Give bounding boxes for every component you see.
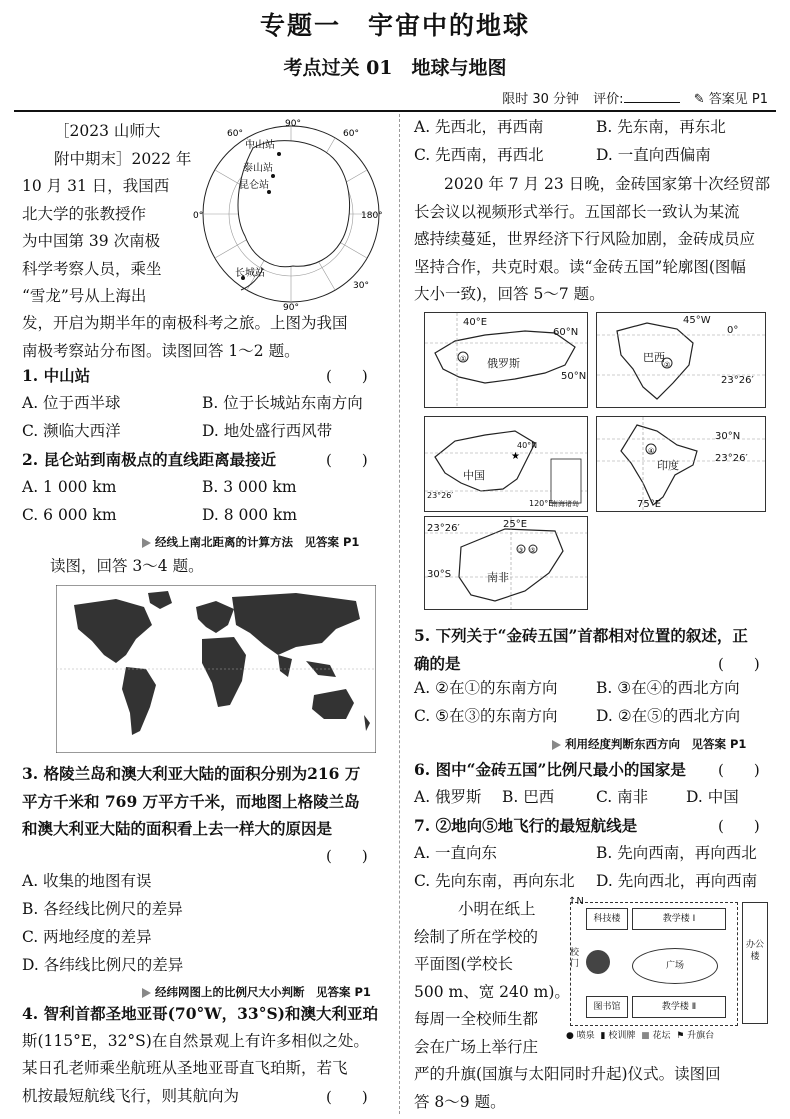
map-label-deg: 0° (193, 211, 204, 221)
map-india (596, 416, 766, 512)
map-label: 23°26′ (427, 491, 454, 500)
q7-option-a: A. 一直向东 (414, 844, 498, 862)
map-label: 75°E (637, 499, 662, 510)
map-label: 30°N (715, 431, 741, 442)
arrow-icon (142, 538, 151, 548)
passage-line: 大小一致)，回答 5～7 题。 (414, 285, 605, 303)
passage-line: 坚持合作，共克时艰。读“金砖五国”轮廓图(图幅 (414, 257, 746, 276)
q2-option-a: A. 1 000 km (22, 478, 117, 496)
map-label-deg: 60° (227, 129, 243, 139)
map-russia (424, 312, 588, 408)
column-divider (399, 114, 400, 1114)
section-subtitle: 考点过关 01 地球与地图 (283, 57, 507, 79)
building-tushu: 图书馆 (586, 996, 628, 1018)
hint-tip-2[interactable] (142, 984, 371, 1000)
svg-text:③: ③ (518, 547, 524, 554)
time-limit: 限时 30 分钟 (502, 92, 580, 107)
legend-label: 花坛 (652, 1031, 671, 1041)
map-label: 40°N (517, 441, 538, 450)
map-label: 60°N (553, 327, 579, 338)
q7-option-d: D. 先向西北，再向西南 (596, 872, 758, 890)
q4-option-c: C. 先西南，再西北 (414, 146, 544, 164)
intro-line: 科学考察人员，乘坐 (22, 259, 162, 278)
q89-intro-narrow (414, 896, 570, 1061)
answer-bracket: ( ) (326, 1088, 368, 1106)
map-label-deg: 180° (361, 211, 383, 221)
map-label-deg: 60° (343, 129, 359, 139)
q1-option-d: D. 地处盛行西风带 (202, 422, 333, 440)
q3-option-a: A. 收集的地图有误 (22, 872, 152, 890)
intro-line: ［2023 山师大 (54, 122, 161, 140)
q4-line: 斯(115°E，32°S)在自然景观上有许多相似之处。 (22, 1031, 369, 1050)
plaza: 广场 (632, 948, 718, 984)
passage-line: 感持续蔓延，世界经济下行风险加剧，金砖成员应 (414, 230, 756, 248)
intro-line: 北大学的张教授作 (22, 204, 147, 223)
q89-line: 会在广场上举行庄 (414, 1037, 539, 1056)
legend-label: 升旗台 (687, 1031, 715, 1041)
svg-text:①: ① (460, 355, 467, 363)
legend-label: 校训牌 (608, 1031, 636, 1041)
answer-bracket: ( ) (326, 451, 368, 469)
q1-option-a: A. 位于西半球 (22, 394, 121, 412)
map-label: 50°N (561, 371, 587, 382)
intro-line: “雪龙”号从上海出 (22, 287, 147, 305)
map-label: 23°26′ (427, 523, 460, 534)
svg-text:②: ② (664, 361, 671, 369)
q3-line: 平方千米和 769 万平方千米，而地图上格陵兰岛 (22, 791, 360, 811)
map-label-zhongshan: 中山站 (245, 140, 275, 151)
q4-option-d: D. 一直向西偏南 (596, 146, 711, 164)
intro-line: 为中国第 39 次南极 (22, 232, 161, 250)
q89-line: 严的升旗(国旗与太阳同时升起)仪式。读图回 (414, 1065, 721, 1083)
map-label: 40°E (463, 317, 488, 328)
q2-option-b: B. 3 000 km (202, 478, 297, 496)
q1-option-b: B. 位于长城站东南方向 (202, 394, 363, 412)
q5-option-d: D. ②在⑤的西北方向 (596, 707, 741, 725)
q89-line: 小明在纸上 (458, 900, 536, 918)
passage-5-7 (414, 171, 774, 309)
q5-option-c: C. ⑤在③的东南方向 (414, 707, 558, 725)
q2-stem: 2. 昆仑站到南极点的直线距离最接近 (22, 450, 277, 469)
q4-line: 机按最短航线飞行，则其航向为 (22, 1086, 240, 1105)
q5-option-a: A. ②在①的东南方向 (414, 679, 558, 697)
q5-line: 确的是 (414, 653, 461, 673)
map-south-africa (424, 516, 588, 610)
q1-option-c: C. 濒临大西洋 (22, 422, 121, 440)
svg-text:★: ★ (511, 451, 520, 462)
q3-option-d: D. 各纬线比例尺的差异 (22, 956, 184, 974)
answer-bracket: ( ) (326, 847, 368, 865)
arrow-icon (142, 988, 151, 998)
map-brazil (596, 312, 766, 408)
answer-bracket: ( ) (718, 655, 760, 673)
q89-line: 每周一全校师生都 (414, 1010, 539, 1028)
map-label: 23°26′ (715, 453, 748, 464)
map-china (424, 416, 588, 512)
answer-bracket: ( ) (326, 367, 368, 385)
hint-tip-3[interactable] (552, 736, 746, 752)
header-rule (14, 110, 776, 112)
intro-line: 10 月 31 日，我国西 (22, 177, 170, 195)
q6-stem: 6. 图中“金砖五国”比例尺最小的国家是 (414, 760, 686, 779)
map-label: 23°26′ (721, 375, 754, 386)
q6-option-a: A. 俄罗斯 (414, 788, 482, 806)
q89-line: 500 m、宽 240 m)。 (414, 982, 570, 1001)
north-arrow-icon: ↑N (568, 896, 584, 907)
passage-line: 长会议以视频形式举行。五国部长一致认为某流 (414, 202, 740, 221)
map-label: 25°E (503, 519, 528, 530)
map-label: 0° (727, 325, 739, 336)
svg-text:④: ④ (648, 447, 655, 455)
q5-line: 5. 下列关于“金砖五国”首都相对位置的叙述，正 (414, 626, 748, 645)
hint-text: 经线上南北距离的计算方法 见答案 P1 (155, 535, 360, 549)
intro-line: 南极考察站分布图。读图回答 1～2 题。 (22, 341, 300, 360)
map-country-name: 巴西 (643, 351, 665, 364)
q7-stem: 7. ②地向⑤地飞行的最短航线是 (414, 816, 638, 835)
building-jiaoxue2: 教学楼 Ⅱ (632, 996, 726, 1018)
map-label: 30°S (427, 569, 452, 580)
map-country-name: 印度 (657, 459, 679, 472)
q89-intro-full (414, 1061, 774, 1116)
fountain-icon: ● (566, 1031, 574, 1041)
school-gate: 校门 (570, 948, 580, 969)
building-bangong: 办公楼 (742, 902, 768, 1024)
q7-option-b: B. 先向西南，再向西北 (596, 844, 757, 862)
hint-text: 经纬网图上的比例尺大小判断 见答案 P1 (155, 985, 371, 999)
world-map (56, 585, 376, 753)
q7-option-c: C. 先向东南，再向东北 (414, 872, 575, 890)
map-country-name: 中国 (463, 469, 485, 482)
intro-line: 发，开启为期半年的南极科考之旅。上图为我国 (22, 314, 348, 332)
q4-option-b: B. 先东南，再东北 (596, 118, 726, 136)
intro-line: 附中期末］2022 年 (54, 149, 192, 168)
passage-line: 2020 年 7 月 23 日晚，金砖国家第十次经贸部 (444, 175, 771, 193)
hint-text: 利用经度判断东西方向 见答案 P1 (565, 737, 747, 751)
intro-narrow (22, 118, 192, 311)
intro-full (22, 310, 392, 365)
map-country-name: 俄罗斯 (487, 357, 520, 370)
q6-option-c: C. 南非 (596, 788, 649, 806)
motto-board-icon: ▮ (600, 1031, 606, 1041)
map-country-name: 南非 (487, 571, 509, 584)
rating-label: 评价: (593, 92, 624, 107)
answer-ref: 答案见 P1 (708, 92, 768, 107)
map-label-deg: 90° (283, 303, 299, 310)
q4-line: 4. 智利首都圣地亚哥(70°W，33°S)和澳大利亚珀 (22, 1004, 378, 1023)
flag-icon: ⚑ (676, 1031, 685, 1041)
flowerbed-icon: ■ (641, 1031, 650, 1041)
svg-text:⑤: ⑤ (530, 547, 536, 554)
answer-bracket: ( ) (718, 817, 760, 835)
q3-line: 3. 格陵兰岛和澳大利亚大陆的面积分别为216 万 (22, 764, 361, 783)
fountain (586, 950, 610, 974)
q6-option-d: D. 中国 (686, 788, 739, 806)
map-label: 120°E (529, 499, 554, 508)
map-label-deg: 30° (353, 281, 369, 291)
building-keji: 科技楼 (586, 908, 628, 930)
arrow-icon (552, 740, 561, 750)
q1-stem: 1. 中山站 (22, 366, 91, 385)
page-title: 专题一 宇宙中的地球 (259, 11, 530, 40)
building-jiaoxue1: 教学楼 Ⅰ (632, 908, 726, 930)
antarctica-station-map (193, 118, 389, 310)
q3-option-c: C. 两地经度的差异 (22, 928, 152, 946)
campus-plan (566, 898, 772, 1048)
q4-line: 某日孔老师乘坐航班从圣地亚哥直飞珀斯，若飞 (22, 1059, 348, 1077)
map-label-taishan: 泰山站 (243, 163, 273, 174)
map-label-kunlun: 昆仑站 (239, 180, 269, 191)
read-instruction-3-4: 读图，回答 3～4 题。 (50, 557, 204, 575)
map-label: 南海诸岛 (551, 500, 579, 508)
q2-option-d: D. 8 000 km (202, 506, 298, 524)
q3-option-b: B. 各经线比例尺的差异 (22, 900, 183, 918)
q89-line: 答 8～9 题。 (414, 1092, 506, 1111)
pencil-icon: ✎ (693, 92, 705, 107)
rating-blank (624, 102, 680, 103)
map-label-deg: 90° (285, 119, 301, 129)
q89-line: 绘制了所在学校的 (414, 927, 539, 946)
q5-option-b: B. ③在④的西北方向 (596, 679, 740, 697)
q6-option-b: B. 巴西 (502, 788, 555, 806)
map-label: 45°W (683, 315, 711, 326)
q2-option-c: C. 6 000 km (22, 506, 117, 524)
map-label-changcheng: 长城站 (235, 268, 265, 279)
campus-legend (566, 1028, 714, 1041)
meta-line (502, 88, 768, 107)
hint-tip-1[interactable] (142, 534, 359, 550)
q4-option-a: A. 先西北，再西南 (414, 118, 544, 136)
q3-stem (22, 760, 394, 843)
q89-line: 平面图(学校长 (414, 955, 514, 973)
legend-label: 喷泉 (576, 1031, 595, 1041)
answer-bracket: ( ) (718, 761, 760, 779)
q3-line: 和澳大利亚大陆的面积看上去一样大的原因是 (22, 819, 333, 838)
